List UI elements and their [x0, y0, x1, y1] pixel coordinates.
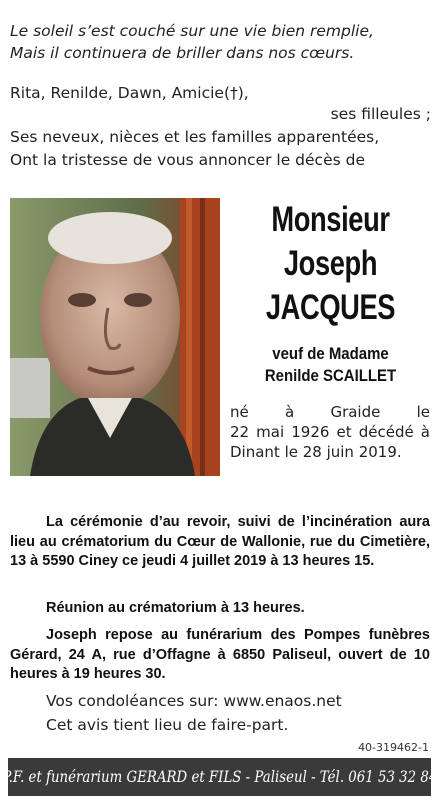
family-relatives: Ses neveux, nièces et les familles apparentées, — [10, 128, 380, 146]
dates-line-2: 22 mai 1926 et décédé à — [230, 423, 430, 441]
widow-line-2: Renilde SCAILLET — [264, 366, 397, 385]
epitaph-quote — [10, 20, 430, 64]
widow-info — [240, 343, 420, 387]
family-names: Rita, Renilde, Dawn, Amicie(†), — [10, 84, 249, 102]
family-relation: ses filleules ; — [330, 105, 431, 123]
widow-line-1: veuf de Madame — [272, 344, 389, 363]
deceased-last-name: JACQUES — [265, 288, 396, 327]
birth-death-info — [230, 402, 430, 462]
ceremony-text: La cérémonie d’au revoir, suivi de l’incinération aura lieu au crématorium du Cœur de Wallonie, rue du Cimetière, 13 à 5590 Ciney ce jeudi 4 juillet 2019 à 13 heures 15. — [10, 514, 430, 569]
ceremony-paragraph — [10, 513, 430, 572]
funeral-home-banner — [2, 758, 437, 796]
deceased-first-name: Joseph — [283, 244, 378, 283]
dates-line-3: Dinant le 28 juin 2019. — [230, 443, 402, 461]
deceased-portrait-photo — [10, 198, 220, 476]
meeting-text: Réunion au crématorium à 13 heures. — [46, 600, 305, 616]
faire-part-line: Cet avis tient lieu de faire-part. — [46, 716, 289, 734]
dates-line-1: né à Graide le — [230, 403, 430, 421]
deceased-title: Monsieur — [271, 200, 390, 239]
deceased-name-block — [228, 198, 433, 330]
condolences-line: Vos condoléances sur: www.enaos.net — [46, 692, 342, 710]
rest-paragraph — [10, 626, 430, 685]
reference-number: 40-319462-1 — [358, 741, 429, 754]
quote-line-1: Le soleil s’est couché sur une vie bien remplie, — [10, 22, 374, 40]
funeral-home-text: P.F. et funérarium GERARD et FILS - Paliseul - Tél. 061 53 32 84 — [2, 768, 437, 786]
announcement: Ont la tristesse de vous annoncer le décès de — [10, 151, 365, 169]
meeting-paragraph — [10, 599, 430, 619]
rest-text: Joseph repose au funérarium des Pompes funèbres Gérard, 24 A, rue d’Offagne à 6850 Paliseul, ouvert de 10 heures à 19 heures 30. — [10, 627, 430, 682]
quote-line-2: Mais il continuera de briller dans nos cœurs. — [10, 44, 355, 62]
